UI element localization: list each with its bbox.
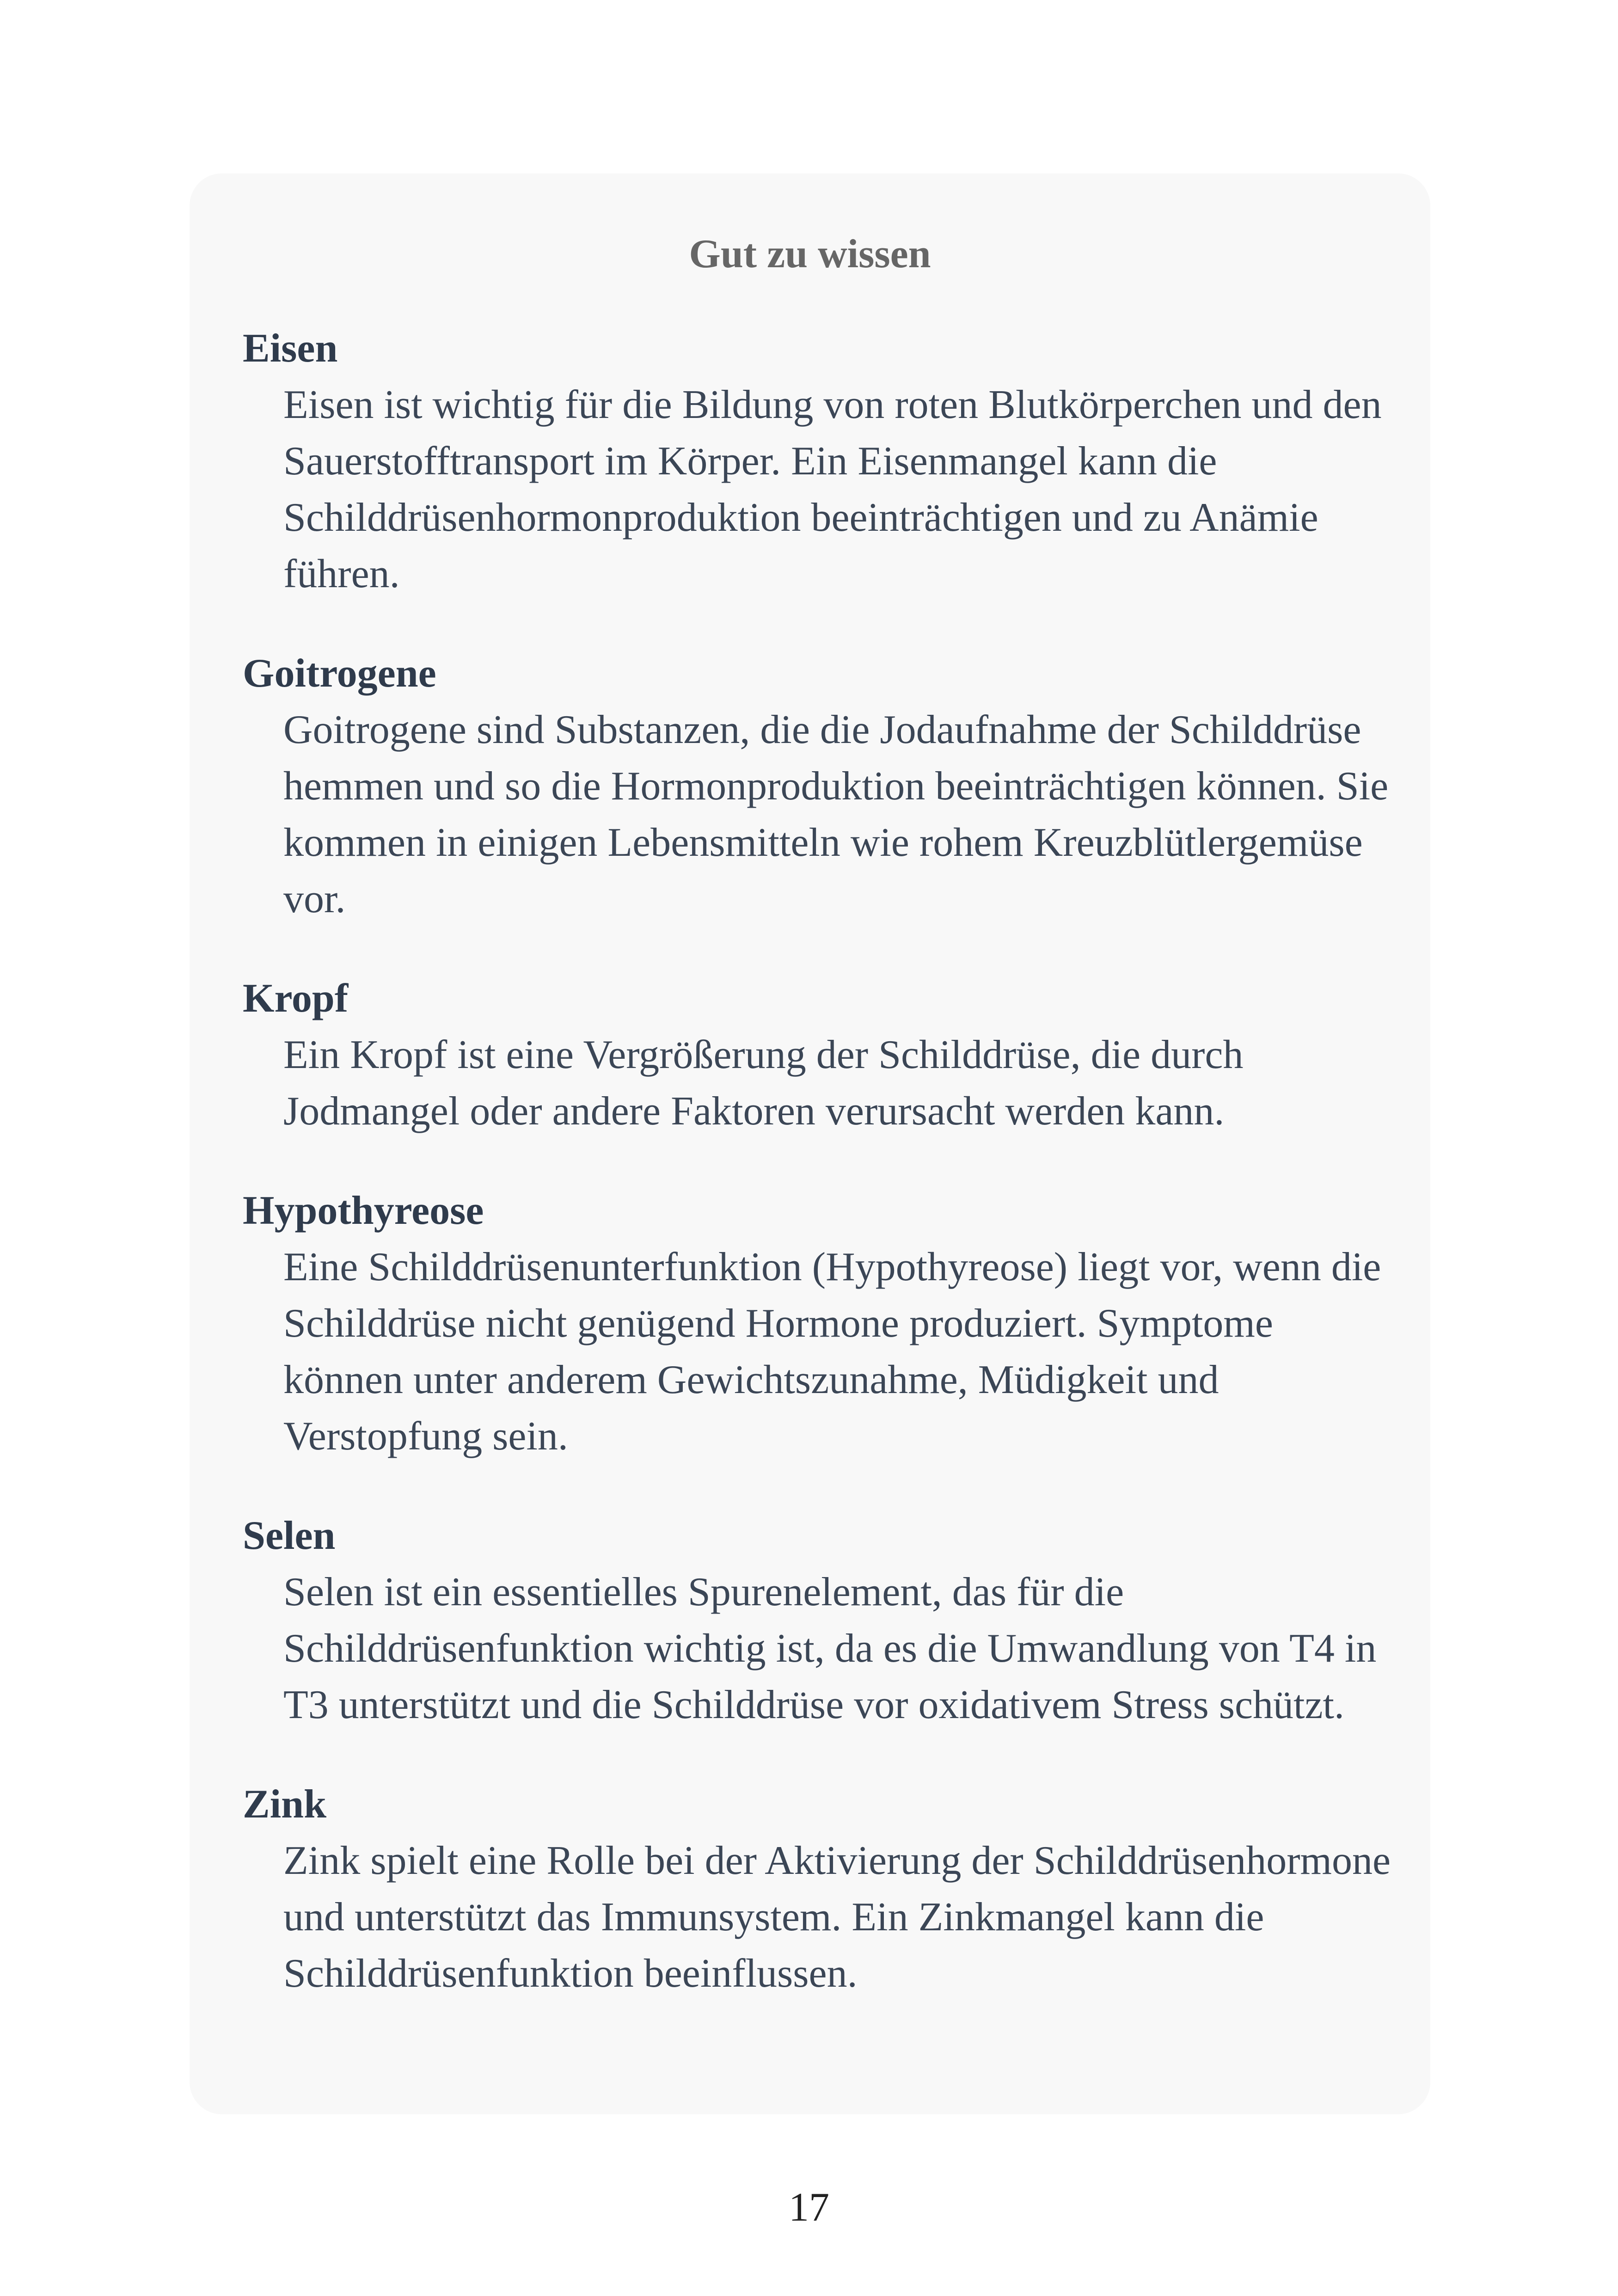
glossary-term: Selen bbox=[243, 1513, 336, 1558]
glossary-entry-zink bbox=[243, 1776, 1389, 2002]
glossary-definition: Selen ist ein essentielles Spurenelement, das für die Schilddrüsenfunktion wichtig ist, da es die Umwandlung von T4 in T3 unterstützt und die Schilddrüse vor oxidativem Stress schützt. bbox=[283, 1570, 1377, 1727]
page-number: 17 bbox=[789, 2185, 829, 2230]
glossary-entry-goitrogene bbox=[243, 645, 1389, 927]
glossary-entry-eisen bbox=[243, 320, 1389, 602]
glossary-entry-selen bbox=[243, 1508, 1389, 1733]
glossary-term: Zink bbox=[243, 1782, 327, 1827]
info-box bbox=[190, 173, 1430, 2114]
glossary-definition: Goitrogene sind Substanzen, die die Jodaufnahme der Schilddrüse hemmen und so die Hormonproduktion beeinträchtigen können. Sie kommen in einigen Lebensmitteln wie rohem Kreuzblütlergemüse vor. bbox=[283, 707, 1389, 921]
glossary-entry-kropf bbox=[243, 970, 1389, 1140]
glossary-definition: Eine Schilddrüsenunterfunktion (Hypothyreose) liegt vor, wenn die Schilddrüse nicht genügend Hormone produziert. Symptome können unter anderem Gewichtszunahme, Müdigkeit und Verstopfung sein. bbox=[283, 1245, 1381, 1459]
glossary-list bbox=[243, 320, 1389, 2045]
glossary-term: Hypothyreose bbox=[243, 1188, 484, 1233]
box-title: Gut zu wissen bbox=[689, 232, 931, 276]
glossary-definition: Eisen ist wichtig für die Bildung von roten Blutkörperchen und den Sauerstofftransport im Körper. Ein Eisenmangel kann die Schilddrüsenhormonproduktion beeinträchtigen und zu Anämie führen. bbox=[283, 382, 1382, 596]
glossary-term: Goitrogene bbox=[243, 651, 436, 696]
glossary-definition: Ein Kropf ist eine Vergrößerung der Schilddrüse, die durch Jodmangel oder andere Faktoren verursacht werden kann. bbox=[283, 1032, 1244, 1134]
glossary-entry-hypothyreose bbox=[243, 1183, 1389, 1465]
glossary-term: Eisen bbox=[243, 326, 338, 371]
glossary-term: Kropf bbox=[243, 976, 349, 1021]
glossary-definition: Zink spielt eine Rolle bei der Aktivierung der Schilddrüsenhormone und unterstützt das Immunsystem. Ein Zinkmangel kann die Schilddrüsenfunktion beeinflussen. bbox=[283, 1838, 1391, 1996]
